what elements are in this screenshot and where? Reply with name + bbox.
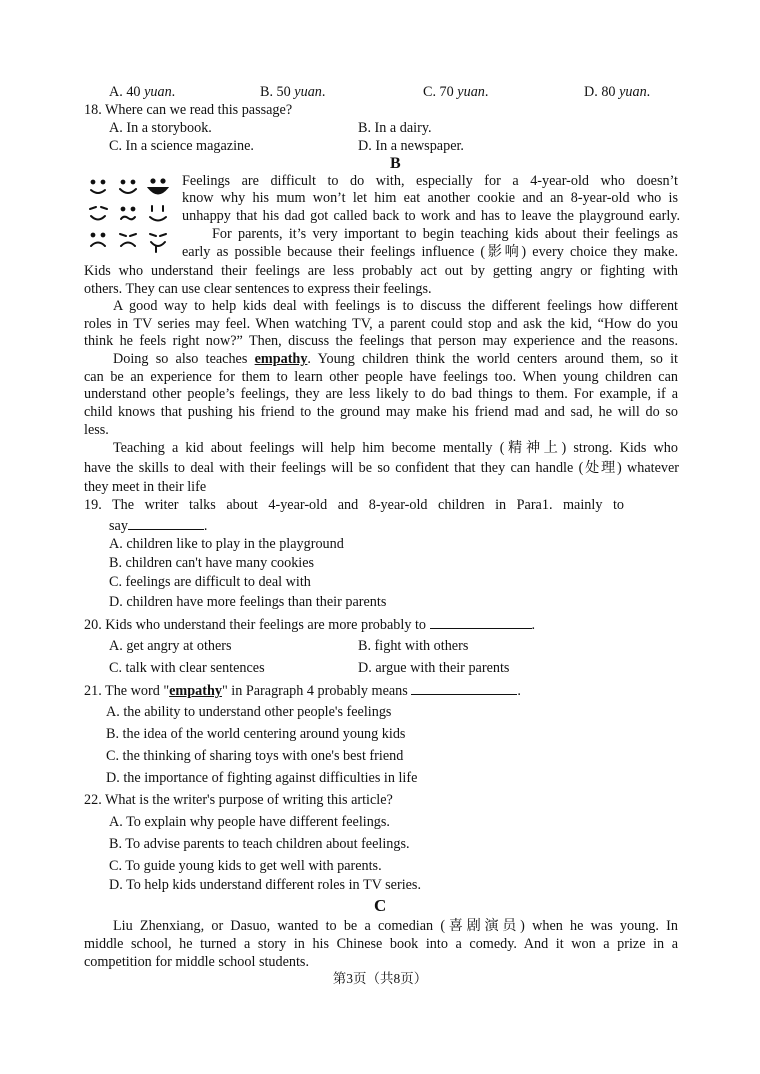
section-b-p5-line2: have the skills to deal with their feelings will be so confident that they can handle (处理) whatever	[84, 460, 679, 476]
section-b-p2-line2: early as possible because their feelings influence (影响) every choice they make.	[182, 244, 678, 260]
q19-answer-blank	[128, 516, 204, 530]
section-b-p4-line4: child knows that pushing his friend to the ground may make his friend mad and sad, he will do so	[84, 404, 678, 420]
section-b-p1-line3: unhappy that his dad got called back to work and has to leave the playground early.	[182, 208, 680, 224]
q19-question-line1: 19. The writer talks about 4-year-old and 8-year-old children in Para1. mainly to	[84, 497, 624, 513]
section-b-p4-line3: understand other people’s feelings, they are less likely to do bad things to them. For example, if a	[84, 386, 678, 402]
q20-question-text: 20. Kids who understand their feelings are more probably to	[84, 617, 426, 633]
q21-empathy-word: empathy	[169, 683, 222, 699]
q19-say: say	[109, 518, 128, 534]
section-b-p3-line2: roles in TV series may feel. When watching TV, a parent could stop and ask the kid, “How do you	[84, 316, 678, 332]
q20-option-b: B. fight with others	[358, 638, 469, 654]
q21-option-a: A. the ability to understand other people's feelings	[106, 704, 392, 720]
q19-option-c: C. feelings are difficult to deal with	[109, 574, 311, 590]
section-b-p4-line1-pre: Doing so also teaches	[113, 351, 255, 367]
page-number-footer: 第3页（共8页）	[332, 971, 428, 986]
q18-question: 18. Where can we read this passage?	[84, 102, 293, 118]
q22-option-d: D. To help kids understand different roles in TV series.	[109, 877, 421, 893]
q18-option-a: A. In a storybook.	[109, 120, 212, 136]
section-b-heading: B	[390, 155, 401, 172]
section-b-p4-line2: can be an experience for them to learn other people have feelings too. When young children can	[84, 369, 678, 385]
q20-option-a: A. get angry at others	[109, 638, 232, 654]
q17-option-d: D. 80 yuan.	[584, 84, 651, 100]
q21-option-d: D. the importance of fighting against difficulties in life	[106, 770, 418, 786]
q19-option-b: B. children can't have many cookies	[109, 555, 315, 571]
q22-option-c: C. To guide young kids to get well with parents.	[109, 858, 382, 874]
q21-option-b: B. the idea of the world centering around young kids	[106, 726, 406, 742]
section-b-p3-line3: think he feels right now?” Then, discuss the feelings that person may experience and the reasons.	[84, 333, 678, 349]
section-b-p1-line1: Feelings are difficult to do with, especially for a 4-year-old who doesn’t	[182, 173, 678, 189]
section-b-p1-line2: know why his mum won’t let him eat another cookie and an 8-year-old who is	[182, 190, 678, 206]
section-b-p2-line3: Kids who understand their feelings are less probably act out by getting angry or fighting with	[84, 263, 678, 279]
emoji-faces-illustration	[86, 176, 174, 258]
q21-pre: 21. The word "	[84, 683, 170, 699]
section-c-p1-line1: Liu Zhenxiang, or Dasuo, wanted to be a comedian (喜剧演员) when he was young. In	[113, 918, 678, 934]
q18-option-d: D. In a newspaper.	[358, 138, 464, 154]
q20-option-d: D. argue with their parents	[358, 660, 510, 676]
q18-option-c: C. In a science magazine.	[109, 138, 254, 154]
section-b-p2-line1: For parents, it’s very important to begin teaching kids about their feelings as	[212, 226, 678, 242]
section-b-p4-line1-post: . Young children think the world centers around them, so it	[307, 351, 678, 367]
section-b-p3-line1: A good way to help kids deal with feelings is to discuss the different feelings how different	[113, 298, 678, 314]
q20-option-c: C. talk with clear sentences	[109, 660, 265, 676]
q22-question: 22. What is the writer's purpose of writing this article?	[84, 792, 393, 808]
q19-question-line2	[109, 516, 207, 536]
q21-question	[84, 681, 521, 701]
section-b-p4-line5: less.	[84, 422, 109, 438]
q19-option-a: A. children like to play in the playground	[109, 536, 344, 552]
q20-end: .	[531, 617, 536, 633]
q21-answer-blank	[411, 681, 517, 695]
empathy-word: empathy	[254, 351, 308, 367]
q22-option-a: A. To explain why people have different feelings.	[109, 814, 390, 830]
section-b-p5-line1: Teaching a kid about feelings will help him become mentally (精神上) strong. Kids who	[113, 440, 678, 456]
q19-option-d: D. children have more feelings than their parents	[109, 594, 387, 610]
q21-end: .	[517, 683, 521, 699]
q17-option-a: A. 40 yuan.	[109, 84, 176, 100]
section-b-p2-line4: others. They can use clear sentences to express their feelings.	[84, 281, 432, 297]
section-b-p4-line1	[113, 351, 678, 369]
section-c-p1-line3: competition for middle school students.	[84, 954, 309, 970]
section-b-p5-line3: they meet in their life	[84, 479, 207, 495]
q17-option-b: B. 50 yuan.	[260, 84, 326, 100]
q18-option-b: B. In a dairy.	[358, 120, 432, 136]
section-c-p1-line2: middle school, he turned a story in his Chinese book into a comedy. And it won a prize in a	[84, 936, 678, 952]
section-c-heading: C	[374, 896, 387, 915]
q19-end: .	[203, 518, 208, 534]
q21-option-c: C. the thinking of sharing toys with one's best friend	[106, 748, 404, 764]
q21-post: " in Paragraph 4 probably means	[221, 683, 408, 699]
q22-option-b: B. To advise parents to teach children about feelings.	[109, 836, 410, 852]
q20-answer-blank	[430, 615, 532, 629]
q17-option-c: C. 70 yuan.	[423, 84, 489, 100]
q20-question	[84, 615, 535, 635]
